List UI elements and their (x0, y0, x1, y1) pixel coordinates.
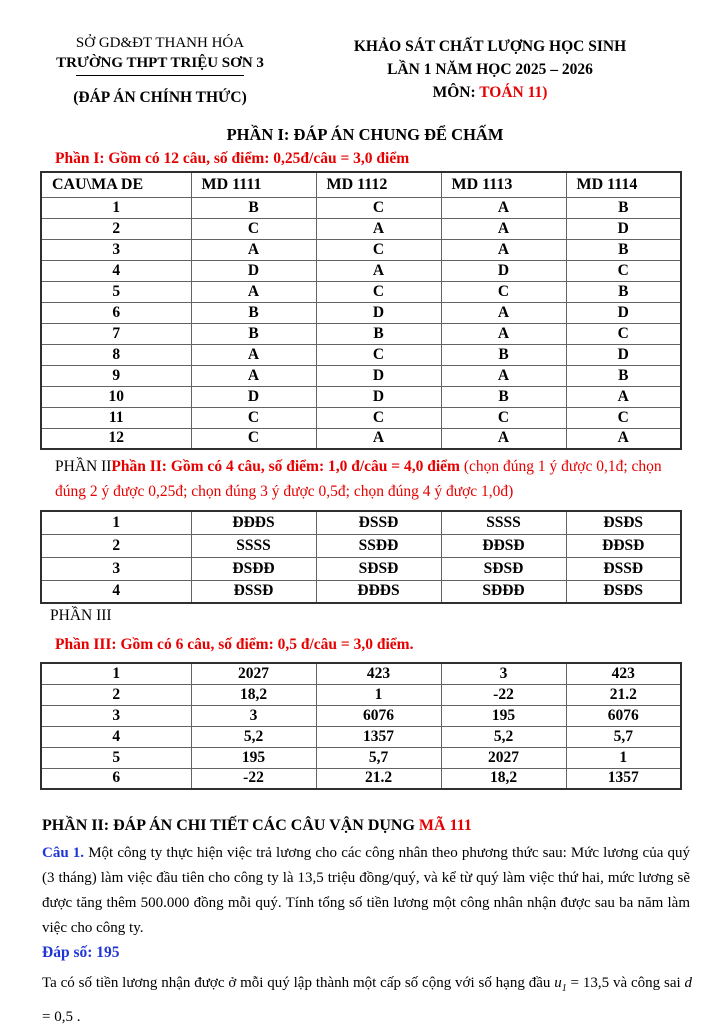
detail-section-heading (42, 817, 690, 835)
column-header: CAU\MA DE (41, 172, 191, 197)
table-cell: 2 (41, 534, 191, 557)
part2-note-detail: (chọn đúng 1 ý được 0,1đ; chọn đúng 2 ý được 0,25đ; chọn đúng 3 ý được 0,5đ; chọn đúng 4 ý được 1,0đ) (55, 458, 662, 500)
table-cell: 10 (41, 386, 191, 407)
table-cell: 4 (41, 726, 191, 747)
table-cell: 21.2 (566, 684, 681, 705)
table-cell: 3 (41, 705, 191, 726)
exam-subject (300, 81, 680, 104)
table-cell: D (441, 260, 566, 281)
column-header: MD 1113 (441, 172, 566, 197)
column-header: MD 1111 (191, 172, 316, 197)
table-cell: C (441, 281, 566, 302)
exam-subject-value: TOÁN 11) (479, 84, 548, 101)
table-cell: A (441, 197, 566, 218)
exam-round: LẦN 1 NĂM HỌC 2025 – 2026 (387, 61, 593, 78)
table-cell: A (191, 344, 316, 365)
exam-title: KHẢO SÁT CHẤT LƯỢNG HỌC SINH (353, 38, 627, 55)
answers-table-part3 (40, 662, 682, 790)
table-cell: A (191, 281, 316, 302)
table-cell: B (566, 197, 681, 218)
answers-table-part1 (40, 171, 682, 450)
part3-note: Phần III: Gồm có 6 câu, số điểm: 0,5 đ/câu = 3,0 điểm. (55, 636, 414, 653)
table-cell: A (441, 218, 566, 239)
table-cell: 6 (41, 302, 191, 323)
math-u-term (554, 975, 567, 994)
table-cell: C (191, 218, 316, 239)
table-cell: ĐĐSĐ (566, 534, 681, 557)
table-cell: 18,2 (441, 768, 566, 789)
table-cell: B (191, 197, 316, 218)
table-cell: B (566, 239, 681, 260)
table-cell: 12 (41, 428, 191, 449)
table-row (41, 386, 681, 407)
answers-table-part2 (40, 510, 682, 604)
table-cell: SSĐĐ (316, 534, 441, 557)
table-row (41, 663, 681, 684)
exam-block (300, 35, 690, 104)
table-cell: B (191, 302, 316, 323)
table-cell: 5,7 (316, 747, 441, 768)
table-cell: D (566, 344, 681, 365)
table-cell: 18,2 (191, 684, 316, 705)
solution-text-mid: = 13,5 và công sai (566, 975, 685, 991)
table-row (41, 260, 681, 281)
table-cell: 3 (191, 705, 316, 726)
table-cell: 8 (41, 344, 191, 365)
table-cell: C (441, 407, 566, 428)
table-cell: A (316, 218, 441, 239)
part1-note: Phần I: Gồm có 12 câu, số điểm: 0,25đ/câu = 3,0 điểm (55, 150, 410, 167)
table-cell: D (566, 218, 681, 239)
table-cell: ĐSSĐ (316, 511, 441, 534)
school-department: SỞ GD&ĐT THANH HÓA (75, 35, 245, 51)
table-cell: 5,2 (191, 726, 316, 747)
table-row (41, 768, 681, 789)
table-row (41, 344, 681, 365)
table-cell: C (316, 239, 441, 260)
table-cell: SSSS (191, 534, 316, 557)
table-cell: A (441, 365, 566, 386)
table-cell: 1 (41, 663, 191, 684)
table-row (41, 239, 681, 260)
table-cell: B (441, 344, 566, 365)
part2-label: PHẦN II (55, 458, 112, 475)
table-row (41, 557, 681, 580)
table-cell: C (316, 344, 441, 365)
table-cell: 2 (41, 684, 191, 705)
math-u: u (554, 975, 562, 991)
table-cell: D (316, 302, 441, 323)
table-cell: 1 (316, 684, 441, 705)
table-cell: ĐĐĐS (316, 580, 441, 603)
table-cell: B (191, 323, 316, 344)
part3-label: PHẦN III (50, 607, 112, 624)
table-cell: C (566, 260, 681, 281)
table-cell: 5,2 (441, 726, 566, 747)
table-cell: A (316, 428, 441, 449)
table-cell: 1 (566, 747, 681, 768)
solution-paragraph (42, 969, 692, 1024)
table-cell: ĐSSĐ (191, 580, 316, 603)
table-row (41, 580, 681, 603)
table-cell: 423 (566, 663, 681, 684)
table-cell: A (441, 302, 566, 323)
table-cell: ĐSSĐ (566, 557, 681, 580)
math-u-subscript: 1 (561, 983, 567, 994)
table-cell: A (316, 260, 441, 281)
table-cell: C (566, 323, 681, 344)
table-cell: 195 (441, 705, 566, 726)
table-cell: 3 (41, 239, 191, 260)
table-cell: C (316, 407, 441, 428)
table-cell: 2027 (441, 747, 566, 768)
solution-text-pre: Ta có số tiền lương nhận được ở mỗi quý lập thành một cấp số cộng với số hạng đầu (42, 975, 555, 991)
table-cell: 3 (441, 663, 566, 684)
answer-line: Đáp số: 195 (42, 944, 120, 961)
table-cell: A (441, 323, 566, 344)
detail-heading-code: MÃ 111 (418, 817, 472, 834)
table-cell: SĐĐĐ (441, 580, 566, 603)
table-cell: B (566, 365, 681, 386)
question-1 (42, 841, 690, 941)
table-cell: C (566, 407, 681, 428)
table-cell: 195 (191, 747, 316, 768)
table-row (41, 684, 681, 705)
part2-paragraph (55, 454, 693, 504)
table-row (41, 218, 681, 239)
table-row (41, 705, 681, 726)
table-cell: D (191, 260, 316, 281)
table-row (41, 747, 681, 768)
table-cell: C (316, 281, 441, 302)
table-cell: 4 (41, 260, 191, 281)
table-cell: D (316, 386, 441, 407)
table-cell: A (566, 386, 681, 407)
table-cell: D (566, 302, 681, 323)
table-cell: 11 (41, 407, 191, 428)
table-cell: ĐSĐS (566, 511, 681, 534)
table-cell: A (441, 239, 566, 260)
table-cell: 5,7 (566, 726, 681, 747)
table-cell: A (566, 428, 681, 449)
solution-text-end: = 0,5 . (42, 1009, 81, 1024)
table-row (41, 365, 681, 386)
table-cell: 6 (41, 768, 191, 789)
table-row (41, 511, 681, 534)
table-cell: ĐSĐS (566, 580, 681, 603)
table-cell: B (566, 281, 681, 302)
table-cell: 1357 (566, 768, 681, 789)
table-header-row (41, 172, 681, 197)
table-cell: 2027 (191, 663, 316, 684)
table-cell: 9 (41, 365, 191, 386)
table-cell: ĐĐĐS (191, 511, 316, 534)
table-cell: 1357 (316, 726, 441, 747)
part2-note-bold: Phần II: Gồm có 4 câu, số điểm: 1,0 đ/câu = 4,0 điểm (111, 458, 460, 475)
table-row (41, 197, 681, 218)
table-cell: SĐSĐ (316, 557, 441, 580)
table-cell: 423 (316, 663, 441, 684)
math-d: d (684, 975, 692, 991)
table-cell: B (316, 323, 441, 344)
table-cell: 2 (41, 218, 191, 239)
table-cell: 6076 (316, 705, 441, 726)
table-cell: C (191, 407, 316, 428)
table-cell: 1 (41, 197, 191, 218)
table-cell: C (191, 428, 316, 449)
table-row (41, 302, 681, 323)
table-cell: 5 (41, 281, 191, 302)
table-cell: 3 (41, 557, 191, 580)
official-answer-label: (ĐÁP ÁN CHÍNH THỨC) (73, 89, 247, 106)
table-cell: 21.2 (316, 768, 441, 789)
table-cell: A (191, 365, 316, 386)
exam-subject-label: MÔN: (432, 84, 480, 101)
table-cell: ĐĐSĐ (441, 534, 566, 557)
column-header: MD 1112 (316, 172, 441, 197)
table-cell: SSSS (441, 511, 566, 534)
school-name-underline (76, 75, 244, 76)
header (40, 35, 690, 107)
table-cell: A (191, 239, 316, 260)
table-cell: -22 (441, 684, 566, 705)
table-row (41, 407, 681, 428)
table-cell: 7 (41, 323, 191, 344)
table-cell: C (316, 197, 441, 218)
table-cell: 6076 (566, 705, 681, 726)
detail-heading-text: PHẦN II: ĐÁP ÁN CHI TIẾT CÁC CÂU VẬN DỤNG (42, 817, 419, 834)
table-cell: B (441, 386, 566, 407)
table-row (41, 323, 681, 344)
table-cell: D (316, 365, 441, 386)
part1-title: PHẦN I: ĐÁP ÁN CHUNG ĐỂ CHẤM (226, 125, 504, 144)
table-row (41, 428, 681, 449)
table-row (41, 534, 681, 557)
school-block (40, 35, 280, 107)
table-row (41, 281, 681, 302)
question-1-text: Một công ty thực hiện việc trả lương cho các công nhân theo phương thức sau: Mức lương của quý (3 tháng) làm việc đầu tiên cho công ty là 13,5 triệu đồng/quý, và kể từ quý làm việc thứ hai, mức lương sẽ được tăng thêm 500.000 đồng mỗi quý. Tính tổng số tiền lương một công nhân nhận được sau ba năm làm việc cho công ty. (42, 845, 690, 936)
table-cell: D (191, 386, 316, 407)
table-cell: 4 (41, 580, 191, 603)
table-cell: ĐSĐĐ (191, 557, 316, 580)
column-header: MD 1114 (566, 172, 681, 197)
table-cell: 5 (41, 747, 191, 768)
question-1-label: Câu 1. (42, 845, 85, 861)
table-cell: -22 (191, 768, 316, 789)
table-cell: 1 (41, 511, 191, 534)
table-row (41, 726, 681, 747)
table-cell: SĐSĐ (441, 557, 566, 580)
table-cell: A (441, 428, 566, 449)
school-name: TRƯỜNG THPT TRIỆU SƠN 3 (56, 55, 264, 71)
